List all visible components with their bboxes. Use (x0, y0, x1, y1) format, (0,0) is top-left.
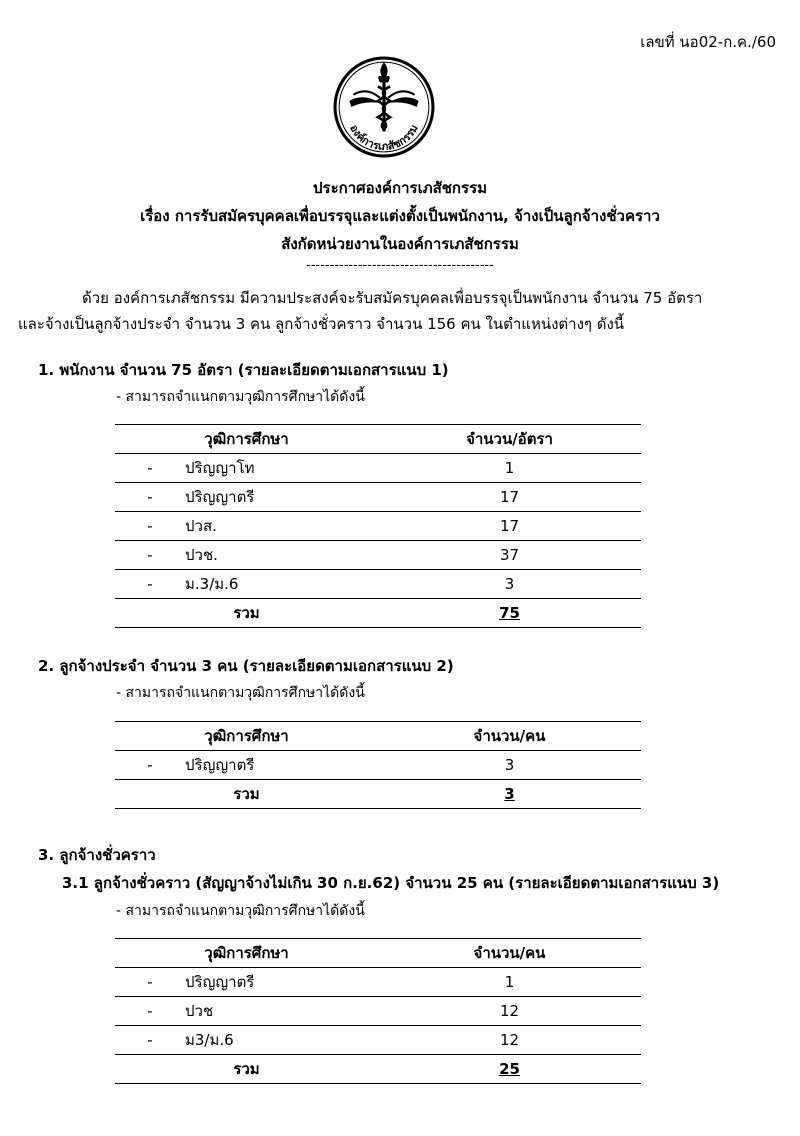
count-value: 17 (378, 483, 641, 512)
section-2-note: - สามารถจำแนกตามวุฒิการศึกษาได้ดังนี้ (116, 685, 365, 701)
section-1-note: - สามารถจำแนกตามวุฒิการศึกษาได้ดังนี้ (116, 389, 365, 405)
section-3-title: 3. ลูกจ้างชั่วคราว (38, 846, 156, 864)
education-level: ปวช. (185, 546, 218, 564)
section-1-table (115, 424, 641, 628)
count-value: 37 (378, 541, 641, 570)
count-value: 17 (378, 512, 641, 541)
table-total-row (115, 599, 641, 628)
table-row: - ปวส. 17 (115, 512, 641, 541)
total-label: รวม (115, 780, 378, 809)
intro-line-2: และจ้างเป็นลูกจ้างประจำ จำนวน 3 คน ลูกจ้างชั่วคราว จำนวน 156 คน ในตำแหน่งต่างๆ ดังนี้ (18, 315, 625, 333)
section-3-note: - สามารถจำแนกตามวุฒิการศึกษาได้ดังนี้ (116, 903, 365, 919)
education-level: ม.3/ม.6 (185, 575, 239, 593)
section-1-title: 1. พนักงาน จำนวน 75 อัตรา (รายละเอียดตามเอกสารแนบ 1) (38, 361, 449, 379)
count-value: 3 (378, 751, 641, 780)
count-value: 12 (378, 997, 641, 1026)
intro-line-1: ด้วย องค์การเภสัชกรรม มีความประสงค์จะรับสมัครบุคคลเพื่อบรรจุเป็นพนักงาน จำนวน 75 อัตรา (82, 289, 703, 307)
total-label: รวม (115, 1055, 378, 1084)
gpo-emblem-icon (333, 56, 435, 158)
heading-line-2: เรื่อง การรับสมัครบุคคลเพื่อบรรจุและแต่งตั้งเป็นพนักงาน, จ้างเป็นลูกจ้างชั่วคราว (140, 207, 660, 225)
table-total-row (115, 780, 641, 809)
total-label: รวม (115, 599, 378, 628)
column-header-count: จำนวน/คน (378, 939, 641, 968)
section-2-table (115, 721, 641, 809)
education-level: ปวช (185, 1002, 214, 1020)
section-3-table (115, 938, 641, 1084)
total-value: 25 (499, 1060, 520, 1078)
section-3-1-title: 3.1 ลูกจ้างชั่วคราว (สัญญาจ้างไม่เกิน 30 ก.ย.62) จำนวน 25 คน (รายละเอียดตามเอกสารแนบ 3) (62, 874, 720, 892)
heading-line-1: ประกาศองค์การเภสัชกรรม (312, 179, 488, 197)
education-level: ปริญญาตรี (185, 973, 255, 991)
table-row: - ปวช 12 (115, 997, 641, 1026)
intro-paragraph (18, 285, 784, 337)
heading-line-3: สังกัดหน่วยงานในองค์การเภสัชกรรม (281, 235, 519, 253)
column-header-count: จำนวน/อัตรา (378, 425, 641, 454)
education-level: ปวส. (185, 517, 217, 535)
total-value: 3 (504, 785, 515, 803)
table-row: - ปวช. 37 (115, 541, 641, 570)
column-header-education: วุฒิการศึกษา (115, 939, 378, 968)
table-row: - ปริญญาตรี 17 (115, 483, 641, 512)
section-2-title: 2. ลูกจ้างประจำ จำนวน 3 คน (รายละเอียดตามเอกสารแนบ 2) (38, 657, 454, 675)
svg-text:องค์การเภสัชกรรม: องค์การเภสัชกรรม (347, 122, 421, 153)
total-value: 75 (499, 604, 520, 622)
table-row: - ปริญญาตรี 3 (115, 751, 641, 780)
column-header-education: วุฒิการศึกษา (115, 425, 378, 454)
table-row: - ปริญญาตรี 1 (115, 968, 641, 997)
document-number: เลขที่ นอ02-ก.ค./60 (640, 33, 776, 51)
table-row: - ปริญญาโท 1 (115, 454, 641, 483)
education-level: ม3/ม.6 (185, 1031, 234, 1049)
heading-separator: ---------------------------------------- (306, 258, 494, 273)
table-row: - ม3/ม.6 12 (115, 1026, 641, 1055)
education-level: ปริญญาตรี (185, 756, 255, 774)
education-level: ปริญญาตรี (185, 488, 255, 506)
count-value: 3 (378, 570, 641, 599)
count-value: 1 (378, 454, 641, 483)
education-level: ปริญญาโท (185, 459, 255, 477)
count-value: 1 (378, 968, 641, 997)
column-header-count: จำนวน/คน (378, 722, 641, 751)
table-total-row (115, 1055, 641, 1084)
table-row: - ม.3/ม.6 3 (115, 570, 641, 599)
count-value: 12 (378, 1026, 641, 1055)
column-header-education: วุฒิการศึกษา (115, 722, 378, 751)
